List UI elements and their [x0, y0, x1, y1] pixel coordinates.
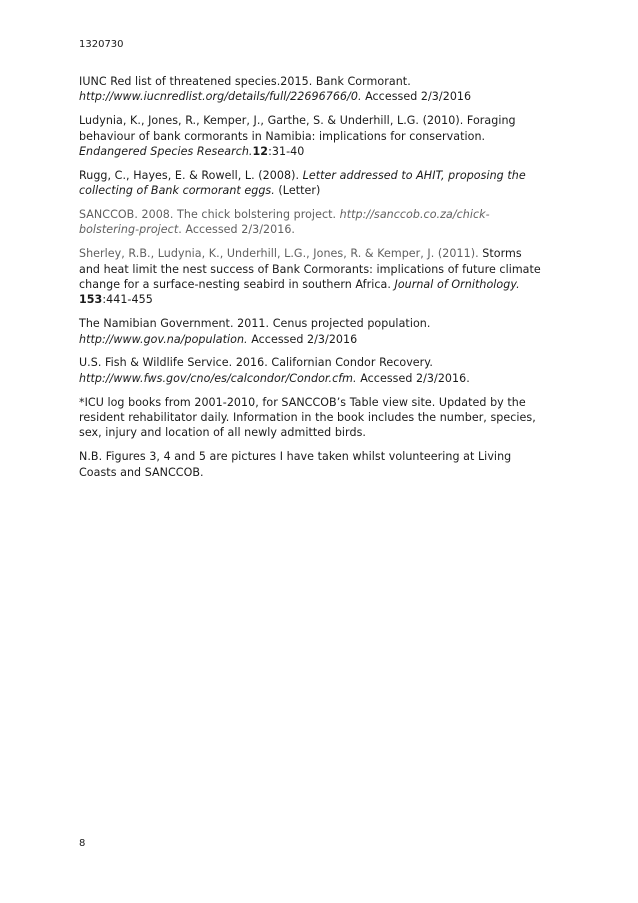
reference-text: . Accessed 2/3/2016. [178, 223, 296, 237]
reference-line [79, 89, 569, 104]
reference-line [79, 113, 569, 128]
reference-line [79, 355, 569, 370]
reference-entry [79, 449, 569, 480]
reference-text: Accessed 2/3/2016 [247, 332, 358, 346]
reference-text: resident rehabilitator daily. Information in the book includes the number, species, [79, 411, 536, 425]
reference-entry [79, 207, 569, 238]
reference-text: :441-455 [102, 293, 153, 307]
reference-line [79, 262, 569, 277]
reference-text: Ludynia, K., Jones, R., Kemper, J., Garthe, S. & Underhill, L.G. (2010). Foraging [79, 114, 516, 128]
reference-text: Storms [482, 247, 522, 261]
reference-entry [79, 168, 569, 199]
reference-line [79, 183, 569, 198]
reference-line [79, 371, 569, 386]
reference-italic-text: Journal of Ornithology. [394, 278, 520, 292]
reference-text: (Letter) [274, 184, 321, 198]
reference-line [79, 332, 569, 347]
reference-text: IUNC Red list of threatened species.2015. Bank Cormorant. [79, 75, 411, 88]
reference-italic-text: http://www.fws.gov/cno/es/calcondor/Condor.cfm. [79, 371, 357, 385]
reference-italic-text: Letter addressed to AHIT, proposing the [302, 168, 526, 182]
page-number: 8 [79, 838, 86, 849]
reference-entry [79, 355, 569, 386]
reference-text: Sherley, R.B., Ludynia, K., Underhill, L.G., Jones, R. & Kemper, J. (2011). [79, 247, 483, 261]
reference-text: U.S. Fish & Wildlife Service. 2016. Californian Condor Recovery. [79, 356, 433, 370]
reference-bold-text: 153 [79, 293, 103, 307]
reference-italic-text: Endangered Species Research. [79, 145, 253, 159]
reference-text: Coasts and SANCCOB. [79, 465, 204, 479]
reference-line [79, 74, 569, 89]
reference-text: *ICU log books from 2001-2010, for SANCCOB’s Table view site. Updated by the [79, 395, 526, 409]
reference-line [79, 207, 569, 222]
reference-italic-text: collecting of Bank cormorant eggs. [79, 184, 275, 198]
reference-line [79, 168, 569, 183]
reference-italic-text: http://www.gov.na/population. [79, 332, 248, 346]
reference-text: behaviour of bank cormorants in Namibia: implications for conservation. [79, 129, 486, 143]
reference-line [79, 465, 569, 480]
reference-line [79, 410, 569, 425]
reference-line [79, 292, 569, 307]
reference-text: Rugg, C., Hayes, E. & Rowell, L. (2008). [79, 168, 303, 182]
reference-italic-text: bolstering-project [79, 223, 179, 237]
document-id: 1320730 [79, 39, 124, 50]
reference-entry [79, 113, 569, 159]
reference-text: The Namibian Government. 2011. Cenus projected population. [79, 317, 431, 331]
reference-text: change for a surface-nesting seabird in southern Africa. [79, 278, 395, 292]
reference-text: SANCCOB. 2008. The chick bolstering project. [79, 208, 340, 222]
reference-italic-text: http://www.iucnredlist.org/details/full/22696766/0. [79, 90, 362, 104]
reference-text: and heat limit the nest success of Bank Cormorants: implications of future climate [79, 262, 541, 276]
reference-text: sex, injury and location of all newly admitted birds. [79, 426, 366, 440]
reference-line [79, 277, 569, 292]
reference-text: Accessed 2/3/2016. [356, 371, 470, 385]
reference-line [79, 129, 569, 144]
reference-bold-text: 12 [252, 145, 269, 159]
reference-text: N.B. Figures 3, 4 and 5 are pictures I have taken whilst volunteering at Living [79, 450, 512, 464]
reference-text: Accessed 2/3/2016 [361, 90, 472, 104]
reference-line [79, 144, 569, 159]
reference-line [79, 425, 569, 440]
reference-line [79, 449, 569, 464]
reference-entry [79, 246, 569, 308]
reference-line [79, 395, 569, 410]
reference-entry [79, 74, 569, 105]
reference-line [79, 316, 569, 331]
reference-entry [79, 316, 569, 347]
reference-text: :31-40 [268, 145, 305, 159]
reference-line [79, 222, 569, 237]
reference-italic-text: http://sanccob.co.za/chick- [339, 208, 490, 222]
reference-line [79, 246, 569, 261]
reference-entry [79, 395, 569, 441]
reference-list [79, 74, 569, 488]
